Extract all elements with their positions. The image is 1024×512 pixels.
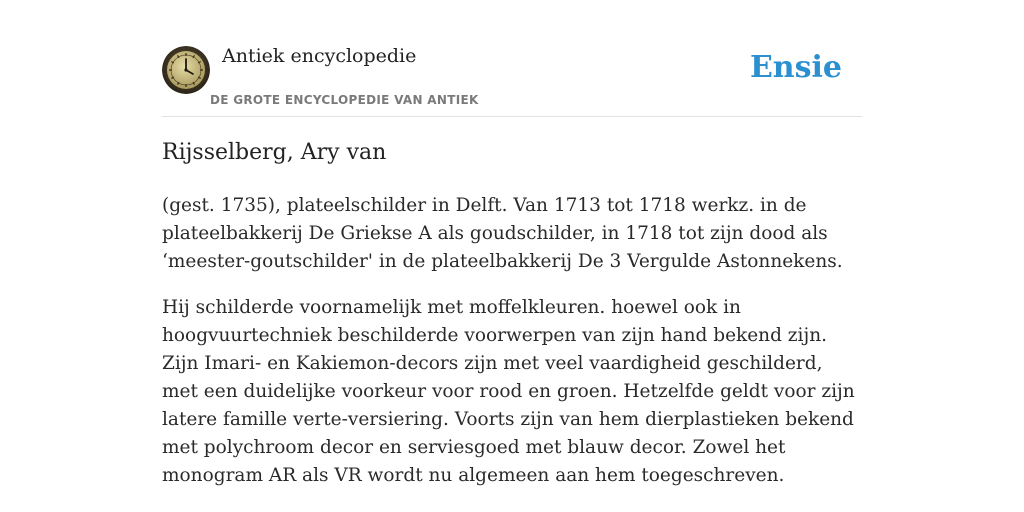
site-header bbox=[162, 0, 862, 117]
antique-clock-icon[interactable] bbox=[162, 46, 210, 94]
site-title[interactable]: Antiek encyclopedie bbox=[222, 45, 417, 67]
entry-paragraph: (gest. 1735), plateelschilder in Delft. Van 1713 tot 1718 werkz. in de plateelbakkerij De Griekse A als goudschilder, in 1718 tot zijn dood als ‘meester-goutschilder' in de plateelbakkerij De 3 Vergulde Astonnekens. bbox=[162, 195, 843, 272]
brand-logo-link[interactable]: Ensie bbox=[749, 50, 842, 85]
entry-title: Rijsselberg, Ary van bbox=[162, 140, 387, 165]
entry-paragraph: Hij schilderde voornamelijk met moffelkleuren. hoewel ook in hoogvuurtechniek beschilderde voorwerpen van zijn hand bekend zijn. Zijn Imari- en Kakiemon-decors zijn met veel vaardigheid geschilderd, met een duidelijke voorkeur voor rood en groen. Hetzelfde geldt voor zijn latere famille verte-versiering. Voorts zijn van hem dierplastieken bekend met polychroom decor en serviesgoed met blauw decor. Zowel het monogram AR als VR wordt nu algemeen aan hem toegeschreven. bbox=[162, 297, 855, 486]
site-subtitle: DE GROTE ENCYCLOPEDIE VAN ANTIEK bbox=[210, 93, 479, 107]
entry-body bbox=[162, 192, 864, 508]
